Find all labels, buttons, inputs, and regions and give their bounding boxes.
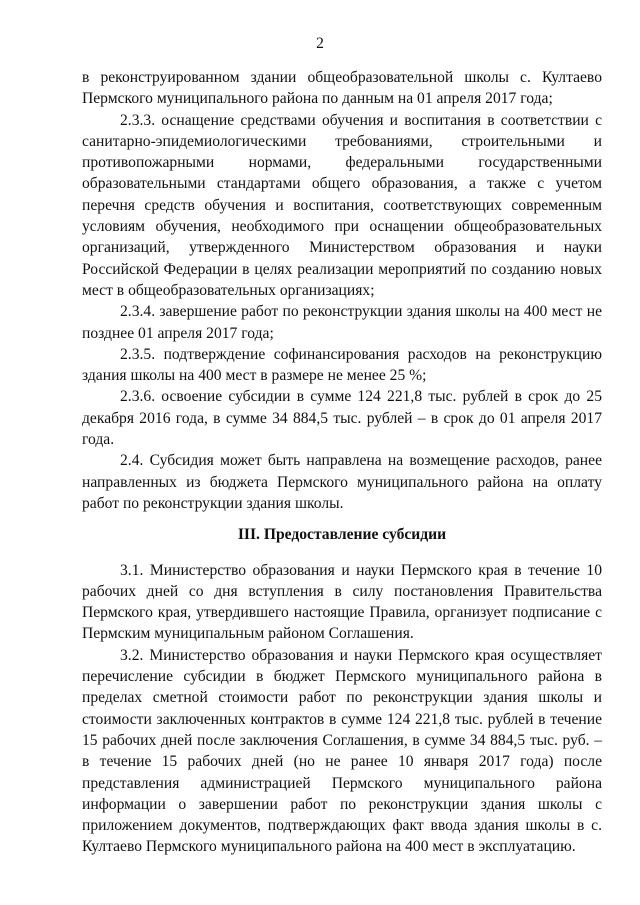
paragraph-3-2: 3.2. Министерство образования и науки Пермского края осуществляет перечисление субсидии в бюджет Пермского муниципального района в пределах сметной стоимости работ по реконструкции здания школы и стоимости заключенных контрактов в сумме 124 221,8 тыс. рублей в течение 15 рабочих дней после заключения Соглашения, в сумме 34 884,5 тыс. руб. – в течение 15 рабочих дней (но не ранее 10 января 2017 года) после представления администрацией Пермского муниципального района информации о завершении работ по реконструкции здания школы с приложением документов, подтверждающих факт ввода здания школы в с. Култаево Пермского муниципального района на 400 мест в эксплуатацию.	[82, 646, 602, 856]
paragraph-2-4: 2.4. Субсидия может быть направлена на возмещение расходов, ранее направленных из бюджета Пермского муниципального района на оплату работ по реконструкции здания школы.	[82, 452, 602, 512]
paragraph-2-3-6: 2.3.6. освоение субсидии в сумме 124 221,8 тыс. рублей в срок до 25 декабря 2016 года, в сумме 34 884,5 тыс. рублей – в срок до 01 апреля 2017 года.	[82, 388, 602, 449]
section-heading: III. Предоставление субсидии	[237, 526, 447, 544]
paragraph-2-3-3: 2.3.3. оснащение средствами обучения и воспитания в соответствии с санитарно-эпидемиологическими требованиями, строительными и противопожарными нормами, федеральными государственными образовательными стандартами общего образования, а также с учетом перечня средств обучения и воспитания, соответствующих современным условиям обучения, необходимого при оснащении общеобразовательных организаций, утвержденного Министерством образования и науки Российской Федерации в целях реализации мероприятий по созданию новых мест в общеобразовательных организациях;	[82, 111, 602, 299]
document-body	[82, 67, 602, 858]
paragraph-2-3-5: 2.3.5. подтверждение софинансирования расходов на реконструкцию здания школы на 400 мест в размере не менее 25 %;	[82, 345, 602, 385]
page-number: 2	[316, 35, 324, 52]
paragraph-2-3-4: 2.3.4. завершение работ по реконструкции здания школы на 400 мест не позднее 01 апреля 2017 года;	[82, 303, 602, 342]
paragraph-continuation: в реконструированном здании общеобразовательной школы с. Култаево Пермского муниципального района по данным на 01 апреля 2017 года;	[82, 69, 602, 108]
paragraph-3-1: 3.1. Министерство образования и науки Пермского края в течение 10 рабочих дней со дня вступления в силу постановления Правительства Пермского края, утвердившего настоящие Правила, организует подписание с Пермским муниципальным районом Соглашения.	[82, 561, 602, 643]
